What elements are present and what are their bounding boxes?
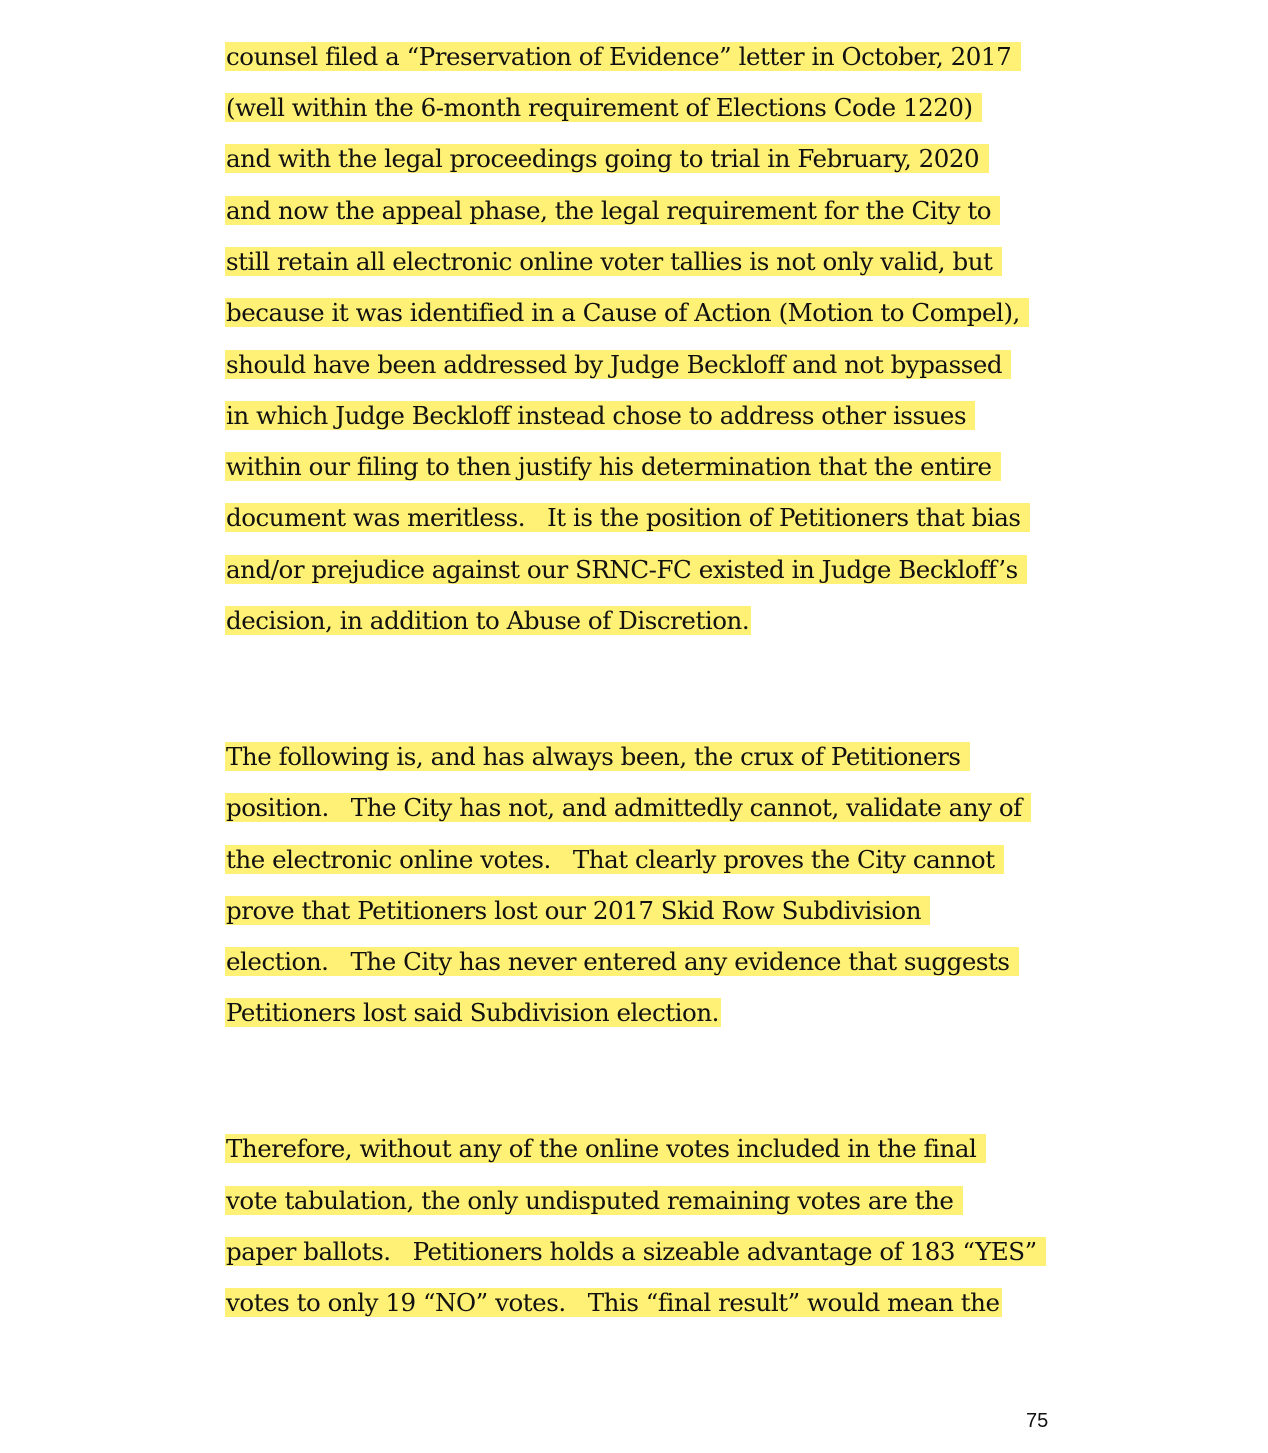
highlighted-text: Petitioners lost said Subdivision election. (226, 998, 719, 1027)
text-line (225, 248, 1002, 276)
highlighted-text: the electronic online votes. That clearly proves the City cannot (226, 845, 1002, 874)
text-line (225, 999, 721, 1027)
text-line (225, 453, 1001, 481)
text-line (225, 607, 751, 635)
highlighted-text: vote tabulation, the only undisputed remaining votes are the (226, 1186, 961, 1215)
text-line (225, 197, 1000, 225)
text-line (225, 948, 1019, 976)
highlighted-text: in which Judge Beckloff instead chose to address other issues (226, 401, 974, 430)
highlighted-text: The following is, and has always been, the crux of Petitioners (226, 742, 968, 771)
highlighted-text: paper ballots. Petitioners holds a sizeable advantage of 183 “YES” (226, 1237, 1045, 1266)
text-line (225, 504, 1030, 532)
highlighted-text: (well within the 6-month requirement of Elections Code 1220) (226, 93, 980, 122)
highlighted-text: election. The City has never entered any evidence that suggests (226, 947, 1017, 976)
text-line (225, 43, 1021, 71)
text-line (225, 1187, 963, 1215)
text-line (225, 846, 1004, 874)
highlighted-text: should have been addressed by Judge Beckloff and not bypassed (226, 350, 1010, 379)
highlighted-text: and/or prejudice against our SRNC-FC existed in Judge Beckloff’s (226, 555, 1026, 584)
highlighted-text: counsel filed a “Preservation of Evidence” letter in October, 2017 (226, 42, 1019, 71)
highlighted-text: because it was identified in a Cause of Action (Motion to Compel), (226, 298, 1028, 327)
page-number: 75 (1026, 1410, 1049, 1432)
text-line (225, 1238, 1046, 1266)
highlighted-text: decision, in addition to Abuse of Discretion. (226, 606, 750, 635)
text-line (225, 794, 1031, 822)
text-line (225, 351, 1011, 379)
highlighted-text: prove that Petitioners lost our 2017 Skid Row Subdivision (226, 896, 929, 925)
highlighted-text: still retain all electronic online voter tallies is not only valid, but (226, 247, 1000, 276)
text-line (225, 1135, 986, 1163)
text-line (225, 145, 989, 173)
highlighted-text: within our filing to then justify his determination that the entire (226, 452, 999, 481)
highlighted-text: votes to only 19 “NO” votes. This “final result” would mean the (226, 1288, 1000, 1317)
text-line (225, 897, 930, 925)
text-line (225, 402, 975, 430)
text-line (225, 94, 982, 122)
highlighted-text: position. The City has not, and admittedly cannot, validate any of (226, 793, 1030, 822)
highlighted-text: and now the appeal phase, the legal requirement for the City to (226, 196, 999, 225)
text-line (225, 299, 1029, 327)
highlighted-text: Therefore, without any of the online votes included in the final (226, 1134, 984, 1163)
highlighted-text: document was meritless. It is the position of Petitioners that bias (226, 503, 1028, 532)
text-line (225, 1289, 1002, 1317)
highlighted-text: and with the legal proceedings going to trial in February, 2020 (226, 144, 987, 173)
text-line (225, 556, 1027, 584)
text-line (225, 743, 970, 771)
